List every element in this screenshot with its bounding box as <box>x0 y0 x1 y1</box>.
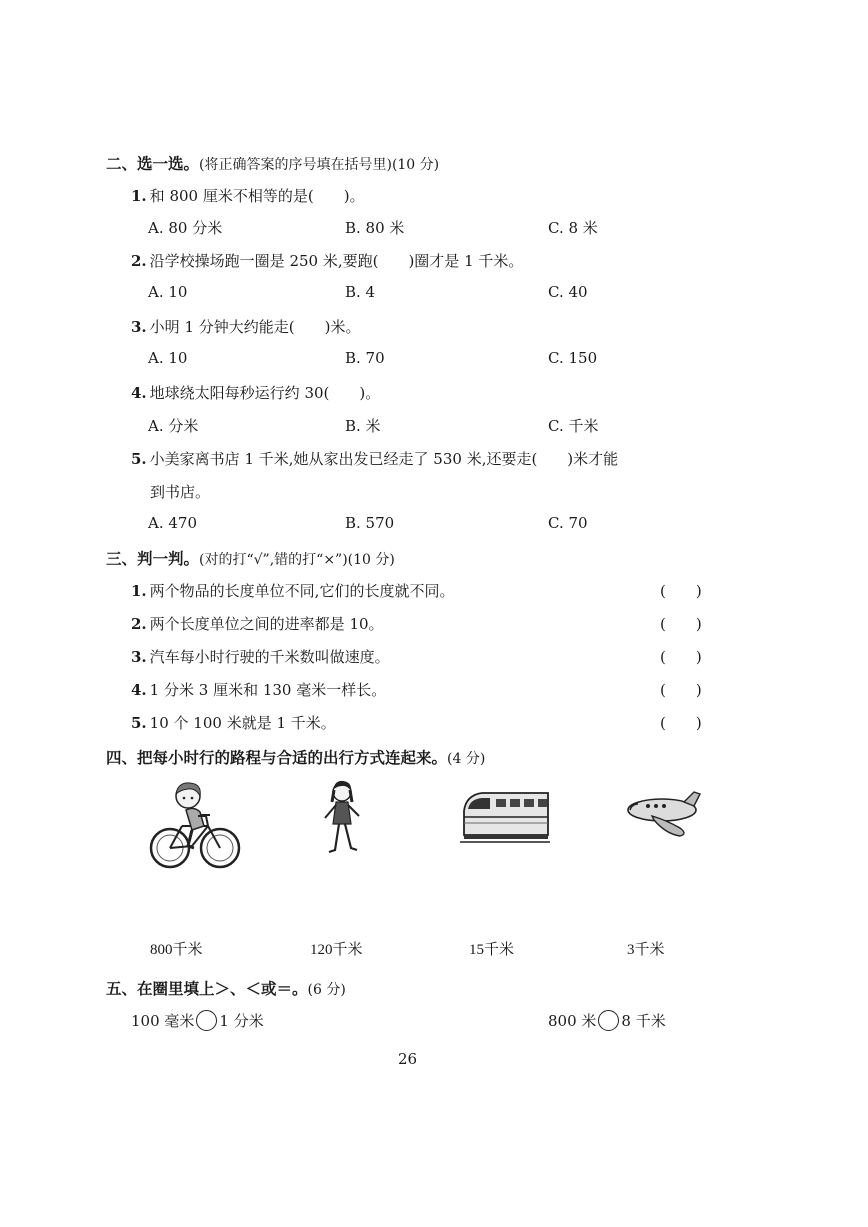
answer-circle-1[interactable] <box>196 1010 217 1031</box>
question-2-1: 1. 和 800 厘米不相等的是( )。 <box>131 187 365 205</box>
question-2-5-continued: 到书店。 <box>150 483 211 501</box>
option-2-1-c: C. 8 米 <box>548 219 598 237</box>
answer-paren-1[interactable]: ( ) <box>660 582 702 600</box>
option-2-4-a: A. 分米 <box>148 417 199 435</box>
page-number: 26 <box>398 1050 418 1068</box>
bicycle-icon[interactable] <box>148 780 243 876</box>
option-2-5-a: A. 470 <box>148 514 197 532</box>
answer-paren-3[interactable]: ( ) <box>660 648 702 666</box>
airplane-icon[interactable] <box>622 790 702 844</box>
option-2-3-b: B. 70 <box>345 349 385 367</box>
option-2-4-b: B. 米 <box>345 417 381 435</box>
answer-paren-4[interactable]: ( ) <box>660 681 702 699</box>
option-2-2-c: C. 40 <box>548 283 588 301</box>
answer-circle-2[interactable] <box>598 1010 619 1031</box>
judge-item-5: 5. 10 个 100 米就是 1 千米。 <box>131 714 336 732</box>
distance-label-1[interactable]: 800千米 <box>150 942 203 958</box>
option-2-3-a: A. 10 <box>148 349 188 367</box>
judge-item-1: 1. 两个物品的长度单位不同,它们的长度就不同。 <box>131 582 455 600</box>
option-2-5-b: B. 570 <box>345 514 395 532</box>
train-icon[interactable] <box>460 785 550 849</box>
answer-paren-5[interactable]: ( ) <box>660 714 702 732</box>
section-4-title: 四、把每小时行的路程与合适的出行方式连起来。(4 分) <box>106 748 486 767</box>
walking-girl-icon[interactable] <box>315 780 370 864</box>
compare-item-2: 800 米 8 千米 <box>548 1012 666 1030</box>
distance-label-4[interactable]: 3千米 <box>627 942 665 958</box>
question-2-3: 3. 小明 1 分钟大约能走( )米。 <box>131 318 361 336</box>
option-2-5-c: C. 70 <box>548 514 588 532</box>
answer-paren-2[interactable]: ( ) <box>660 615 702 633</box>
option-2-3-c: C. 150 <box>548 349 598 367</box>
judge-item-2: 2. 两个长度单位之间的进率都是 10。 <box>131 615 384 633</box>
distance-label-2[interactable]: 120千米 <box>310 942 363 958</box>
option-2-4-c: C. 千米 <box>548 417 599 435</box>
distance-label-3[interactable]: 15千米 <box>469 942 515 958</box>
judge-item-4: 4. 1 分米 3 厘米和 130 毫米一样长。 <box>131 681 387 699</box>
compare-item-1: 100 毫米 1 分米 <box>131 1012 264 1030</box>
question-2-4: 4. 地球绕太阳每秒运行约 30( )。 <box>131 384 381 402</box>
judge-item-3: 3. 汽车每小时行驶的千米数叫做速度。 <box>131 648 390 666</box>
option-2-1-b: B. 80 米 <box>345 219 405 237</box>
section-5-title: 五、在圈里填上＞、＜或＝。(6 分) <box>106 979 346 998</box>
option-2-2-a: A. 10 <box>148 283 188 301</box>
section-3-title: 三、判一判。(对的打“√”,错的打“×”)(10 分) <box>106 549 395 568</box>
section-2-title: 二、选一选。(将正确答案的序号填在括号里)(10 分) <box>106 154 440 173</box>
option-2-2-b: B. 4 <box>345 283 376 301</box>
question-2-5: 5. 小美家离书店 1 千米,她从家出发已经走了 530 米,还要走( )米才能 <box>131 450 619 468</box>
question-2-2: 2. 沿学校操场跑一圈是 250 米,要跑( )圈才是 1 千米。 <box>131 252 524 270</box>
option-2-1-a: A. 80 分米 <box>148 219 223 237</box>
